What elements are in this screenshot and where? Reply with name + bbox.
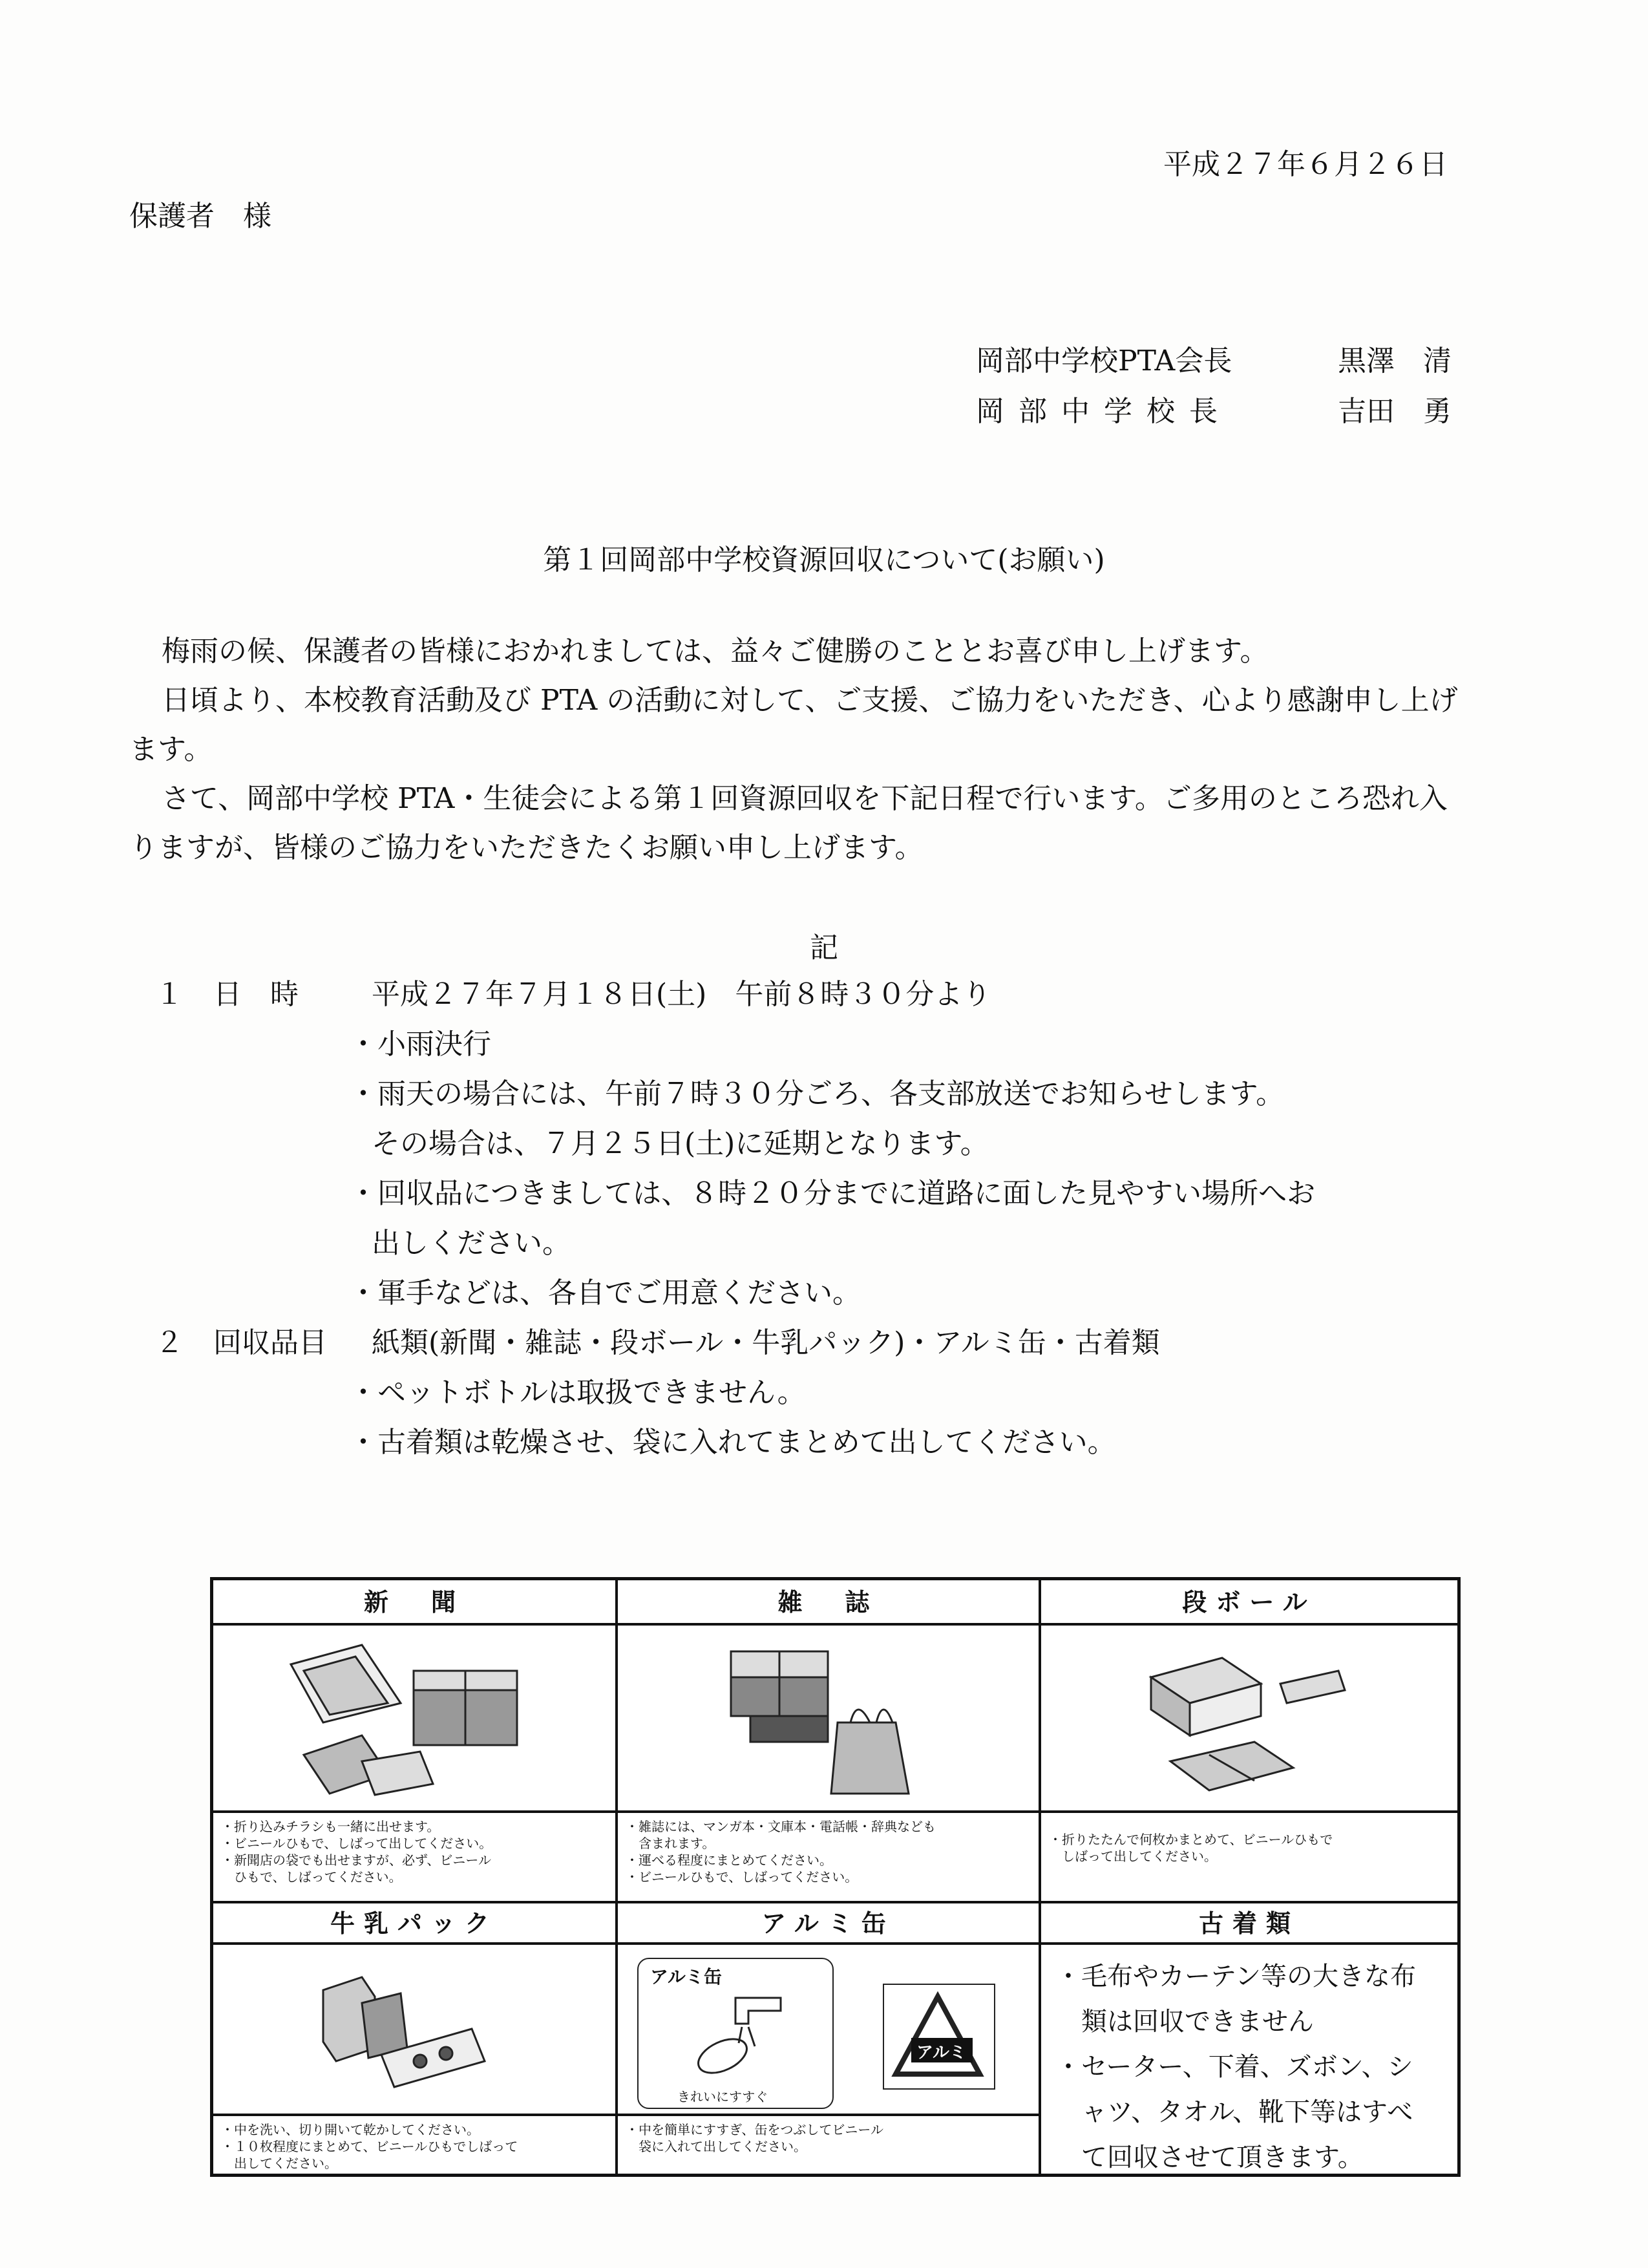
bullet-text: ・ペットボトルは取扱できません。: [349, 1376, 806, 1409]
paragraph: 日頃より、本校教育活動及び PTA の活動に対して、ご支援、ご協力をいただき、心より感謝申し上げます。: [129, 684, 1458, 766]
header-newspaper: 新 聞: [212, 1579, 617, 1624]
bullet-text: ・回収品につきましては、８時２０分までに道路に面した見やすい場所へお: [349, 1177, 1316, 1210]
magazine-notes: [617, 1812, 1040, 1902]
header-aluminum-can: アルミ缶: [617, 1902, 1040, 1944]
cardboard-notes: [1040, 1812, 1459, 1902]
milk-carton-illustration: [212, 1944, 617, 2115]
bullet: [155, 1417, 1315, 1467]
bullet-cont: その場合は、７月２５日(土)に延期となります。: [372, 1127, 989, 1160]
note-line: ・中を洗い、切り開いて乾かしてください。: [221, 2122, 480, 2137]
rinse-panel: [637, 1958, 834, 2109]
note-line: ・中を簡単にすすぎ、缶をつぶしてビニール: [626, 2122, 883, 2137]
bullet-text: ・雨天の場合には、午前７時３０分ごろ、各支部放送でお知らせします。: [349, 1077, 1285, 1110]
note-line: ・毛布やカーテン等の大きな布: [1055, 1962, 1416, 1991]
item-number: １: [155, 978, 184, 1011]
note-line: 出してください。: [221, 2156, 337, 2171]
sender-name: 吉田 勇: [1338, 395, 1452, 428]
bullet-text: ・古着類は乾燥させ、袋に入れてまとめて出してください。: [349, 1426, 1116, 1459]
note-line: ・雑誌には、マンガ本・文庫本・電話帳・辞典なども: [626, 1819, 936, 1834]
sender-org: 岡部中学校長: [976, 395, 1232, 428]
note-line: ・折りたたんで何枚かまとめて、ビニールひもで: [1049, 1832, 1333, 1847]
note-line: ・１０枚程度にまとめて、ビニールひもでしばって: [221, 2139, 518, 2154]
paragraph: 梅雨の候、保護者の皆様におかれましては、益々ご健勝のこととお喜び申し上げます。: [162, 635, 1269, 668]
addressee: 保護者 様: [129, 200, 271, 233]
sender-block: [976, 336, 1452, 437]
item-number: ２: [155, 1326, 184, 1359]
ki-heading: 記: [810, 931, 838, 964]
sender-name: 黒澤 清: [1338, 344, 1452, 377]
note-line: て回収させて頂きます。: [1055, 2143, 1364, 2172]
header-cardboard: 段ボール: [1040, 1579, 1459, 1624]
note-line: ・ビニールひもで、しばってください。: [626, 1869, 858, 1885]
note-line: 袋に入れて出してください。: [626, 2139, 807, 2154]
note-line: ャツ、タオル、靴下等はすべ: [1055, 2097, 1413, 2127]
header-milk-carton: 牛乳パック: [212, 1902, 617, 1944]
clothes-notes: [1040, 1944, 1459, 2175]
bullet-text: ・軍手などは、各自でご用意ください。: [349, 1277, 861, 1309]
note-line: 含まれます。: [626, 1836, 715, 1851]
header-clothes: 古着類: [1040, 1902, 1459, 1944]
bullet: [155, 1069, 1315, 1169]
note-line: ・セーター、下着、ズボン、シ: [1055, 2052, 1413, 2082]
bullet: [155, 1368, 1315, 1417]
bullet-text: ・小雨決行: [349, 1028, 491, 1061]
letter-title: 第１回岡部中学校資源回収について(お願い): [543, 544, 1105, 577]
newspaper-notes: [212, 1812, 617, 1902]
rinse-panel-label: アルミ缶: [650, 1966, 722, 1987]
note-line: ひもで、しばってください。: [221, 1869, 402, 1885]
item-label: 回収品目: [213, 1326, 327, 1359]
item-datetime: [155, 970, 1315, 1019]
paragraph: さて、岡部中学校 PTA・生徒会による第１回資源回収を下記日程で行います。ご多用のところ恐れ入りますが、皆様のご協力をいただきたくお願い申し上げます。: [129, 782, 1448, 864]
magazine-illustration: [617, 1624, 1040, 1812]
cardboard-illustration: [1040, 1624, 1459, 1812]
letter-body: [129, 627, 1461, 873]
sender-pta: [976, 336, 1452, 387]
details-list: [155, 970, 1315, 1467]
note-line: ・新聞店の袋でも出せますが、必ず、ビニール: [221, 1852, 491, 1868]
bullet: [155, 1169, 1315, 1268]
item-label: 日 時: [213, 978, 299, 1011]
note-line: しばって出してください。: [1049, 1849, 1217, 1864]
recycle-mark-label: アルミ: [916, 2043, 966, 2062]
collection-table: [210, 1577, 1461, 2177]
sender-principal: [976, 387, 1452, 437]
milk-carton-notes: [212, 2115, 617, 2175]
letter-date: 平成２７年６月２６日: [1163, 148, 1448, 181]
newspaper-illustration: [212, 1624, 617, 1812]
note-line: ・運べる程度にまとめてください。: [626, 1852, 832, 1868]
aluminum-can-illustration: [617, 1944, 1040, 2115]
item-value: 紙類(新聞・雑誌・段ボール・牛乳パック)・アルミ缶・古着類: [372, 1326, 1160, 1359]
recycle-mark-icon: [883, 1984, 995, 2090]
note-line: ・ビニールひもで、しばって出してください。: [221, 1836, 492, 1851]
header-magazine: 雑 誌: [617, 1579, 1040, 1624]
item-value: 平成２７年７月１８日(土) 午前８時３０分より: [372, 978, 991, 1011]
bullet: [155, 1019, 1315, 1069]
rinse-caption: きれいにすすぐ: [677, 2089, 768, 2104]
aluminum-can-notes: [617, 2115, 1040, 2175]
sender-org: 岡部中学校PTA会長: [976, 344, 1232, 377]
note-line: ・折り込みチラシも一緒に出せます。: [221, 1819, 440, 1834]
item-collection: [155, 1318, 1315, 1368]
note-line: 類は回収できません: [1055, 2007, 1314, 2037]
bullet-cont: 出しください。: [372, 1227, 571, 1260]
bullet: [155, 1268, 1315, 1318]
